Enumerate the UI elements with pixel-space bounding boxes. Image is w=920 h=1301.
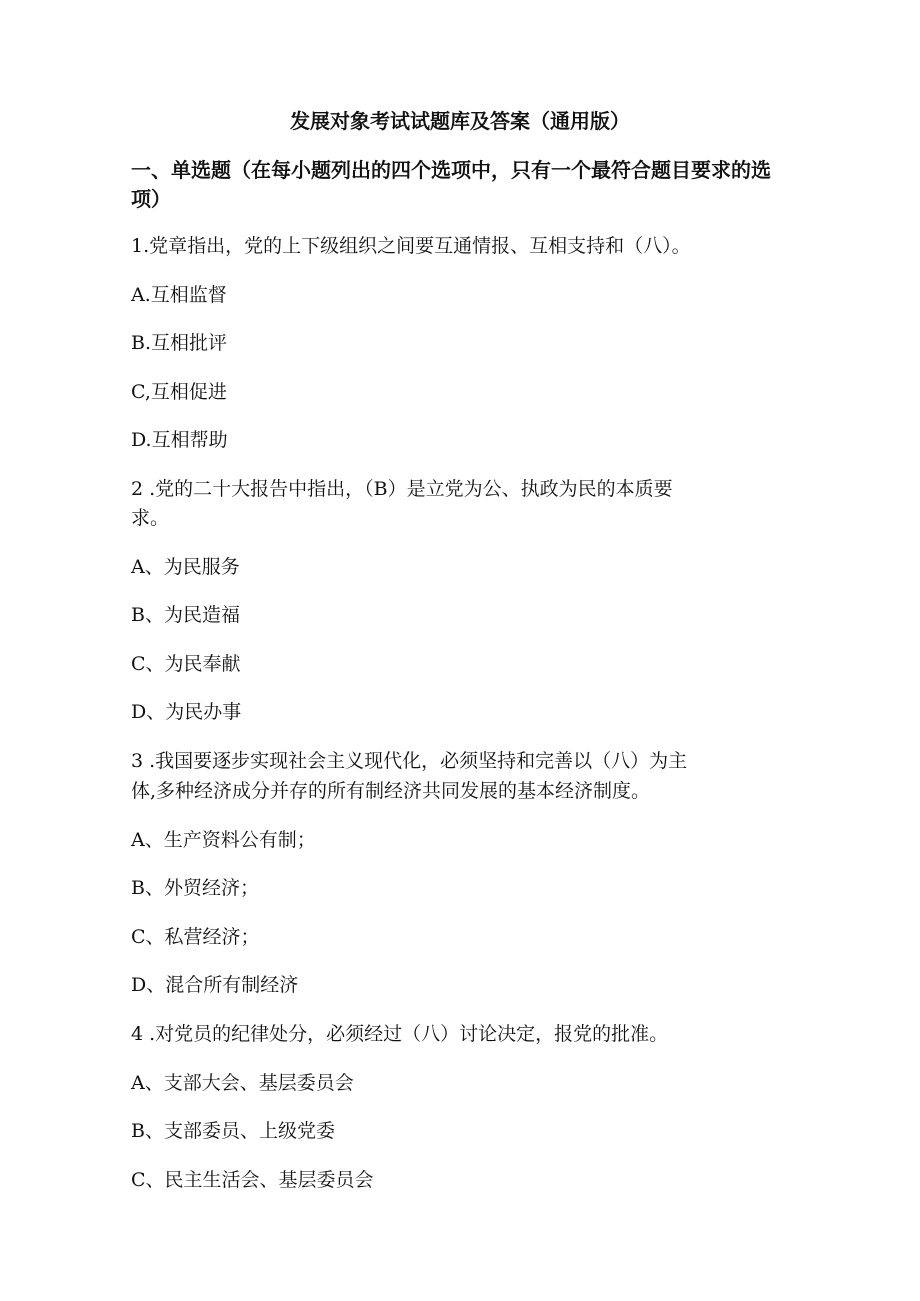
option-c: C、私营经济； [131, 926, 260, 948]
question-stem: 4 .对党员的纪律处分，必须经过（八）讨论决定，报党的批准。 [131, 1023, 669, 1045]
option-d: D、为民办事 [131, 701, 242, 723]
option-a: A、生产资料公有制； [131, 829, 316, 851]
option-d: D、混合所有制经济 [131, 974, 299, 996]
option-b: B、为民造福 [131, 604, 240, 626]
option-b: B.互相批评 [131, 332, 228, 354]
option-c: C、为民奉献 [131, 653, 241, 675]
option-a: A、支部大会、基层委员会 [131, 1072, 354, 1094]
option-b: B、外贸经济； [131, 877, 259, 899]
question-stem-continued: 求。 [131, 507, 170, 529]
section-heading: 一、单选题（在每小题列出的四个选项中，只有一个最符合题目要求的选项） [131, 158, 771, 211]
option-a: A.互相监督 [131, 284, 227, 306]
question-stem: 3 .我国要逐步实现社会主义现代化，必须坚持和完善以（八）为主 [131, 750, 688, 772]
question-stem: 1.党章指出，党的上下级组织之间要互通情报、互相支持和（八）。 [131, 235, 691, 257]
document-title: 发展对象考试试题库及答案（通用版） [290, 109, 630, 133]
option-c: C,互相促进 [131, 381, 227, 403]
option-d: D.互相帮助 [131, 429, 228, 451]
question-stem-continued: 体,多种经济成分并存的所有制经济共同发展的基本经济制度。 [131, 780, 651, 802]
question-stem: 2 .党的二十大报告中指出，（B）是立党为公、执政为民的本质要 [131, 478, 673, 500]
option-c: C、民主生活会、基层委员会 [131, 1169, 374, 1191]
option-a: A、为民服务 [131, 556, 240, 578]
option-b: B、支部委员、上级党委 [131, 1120, 335, 1142]
